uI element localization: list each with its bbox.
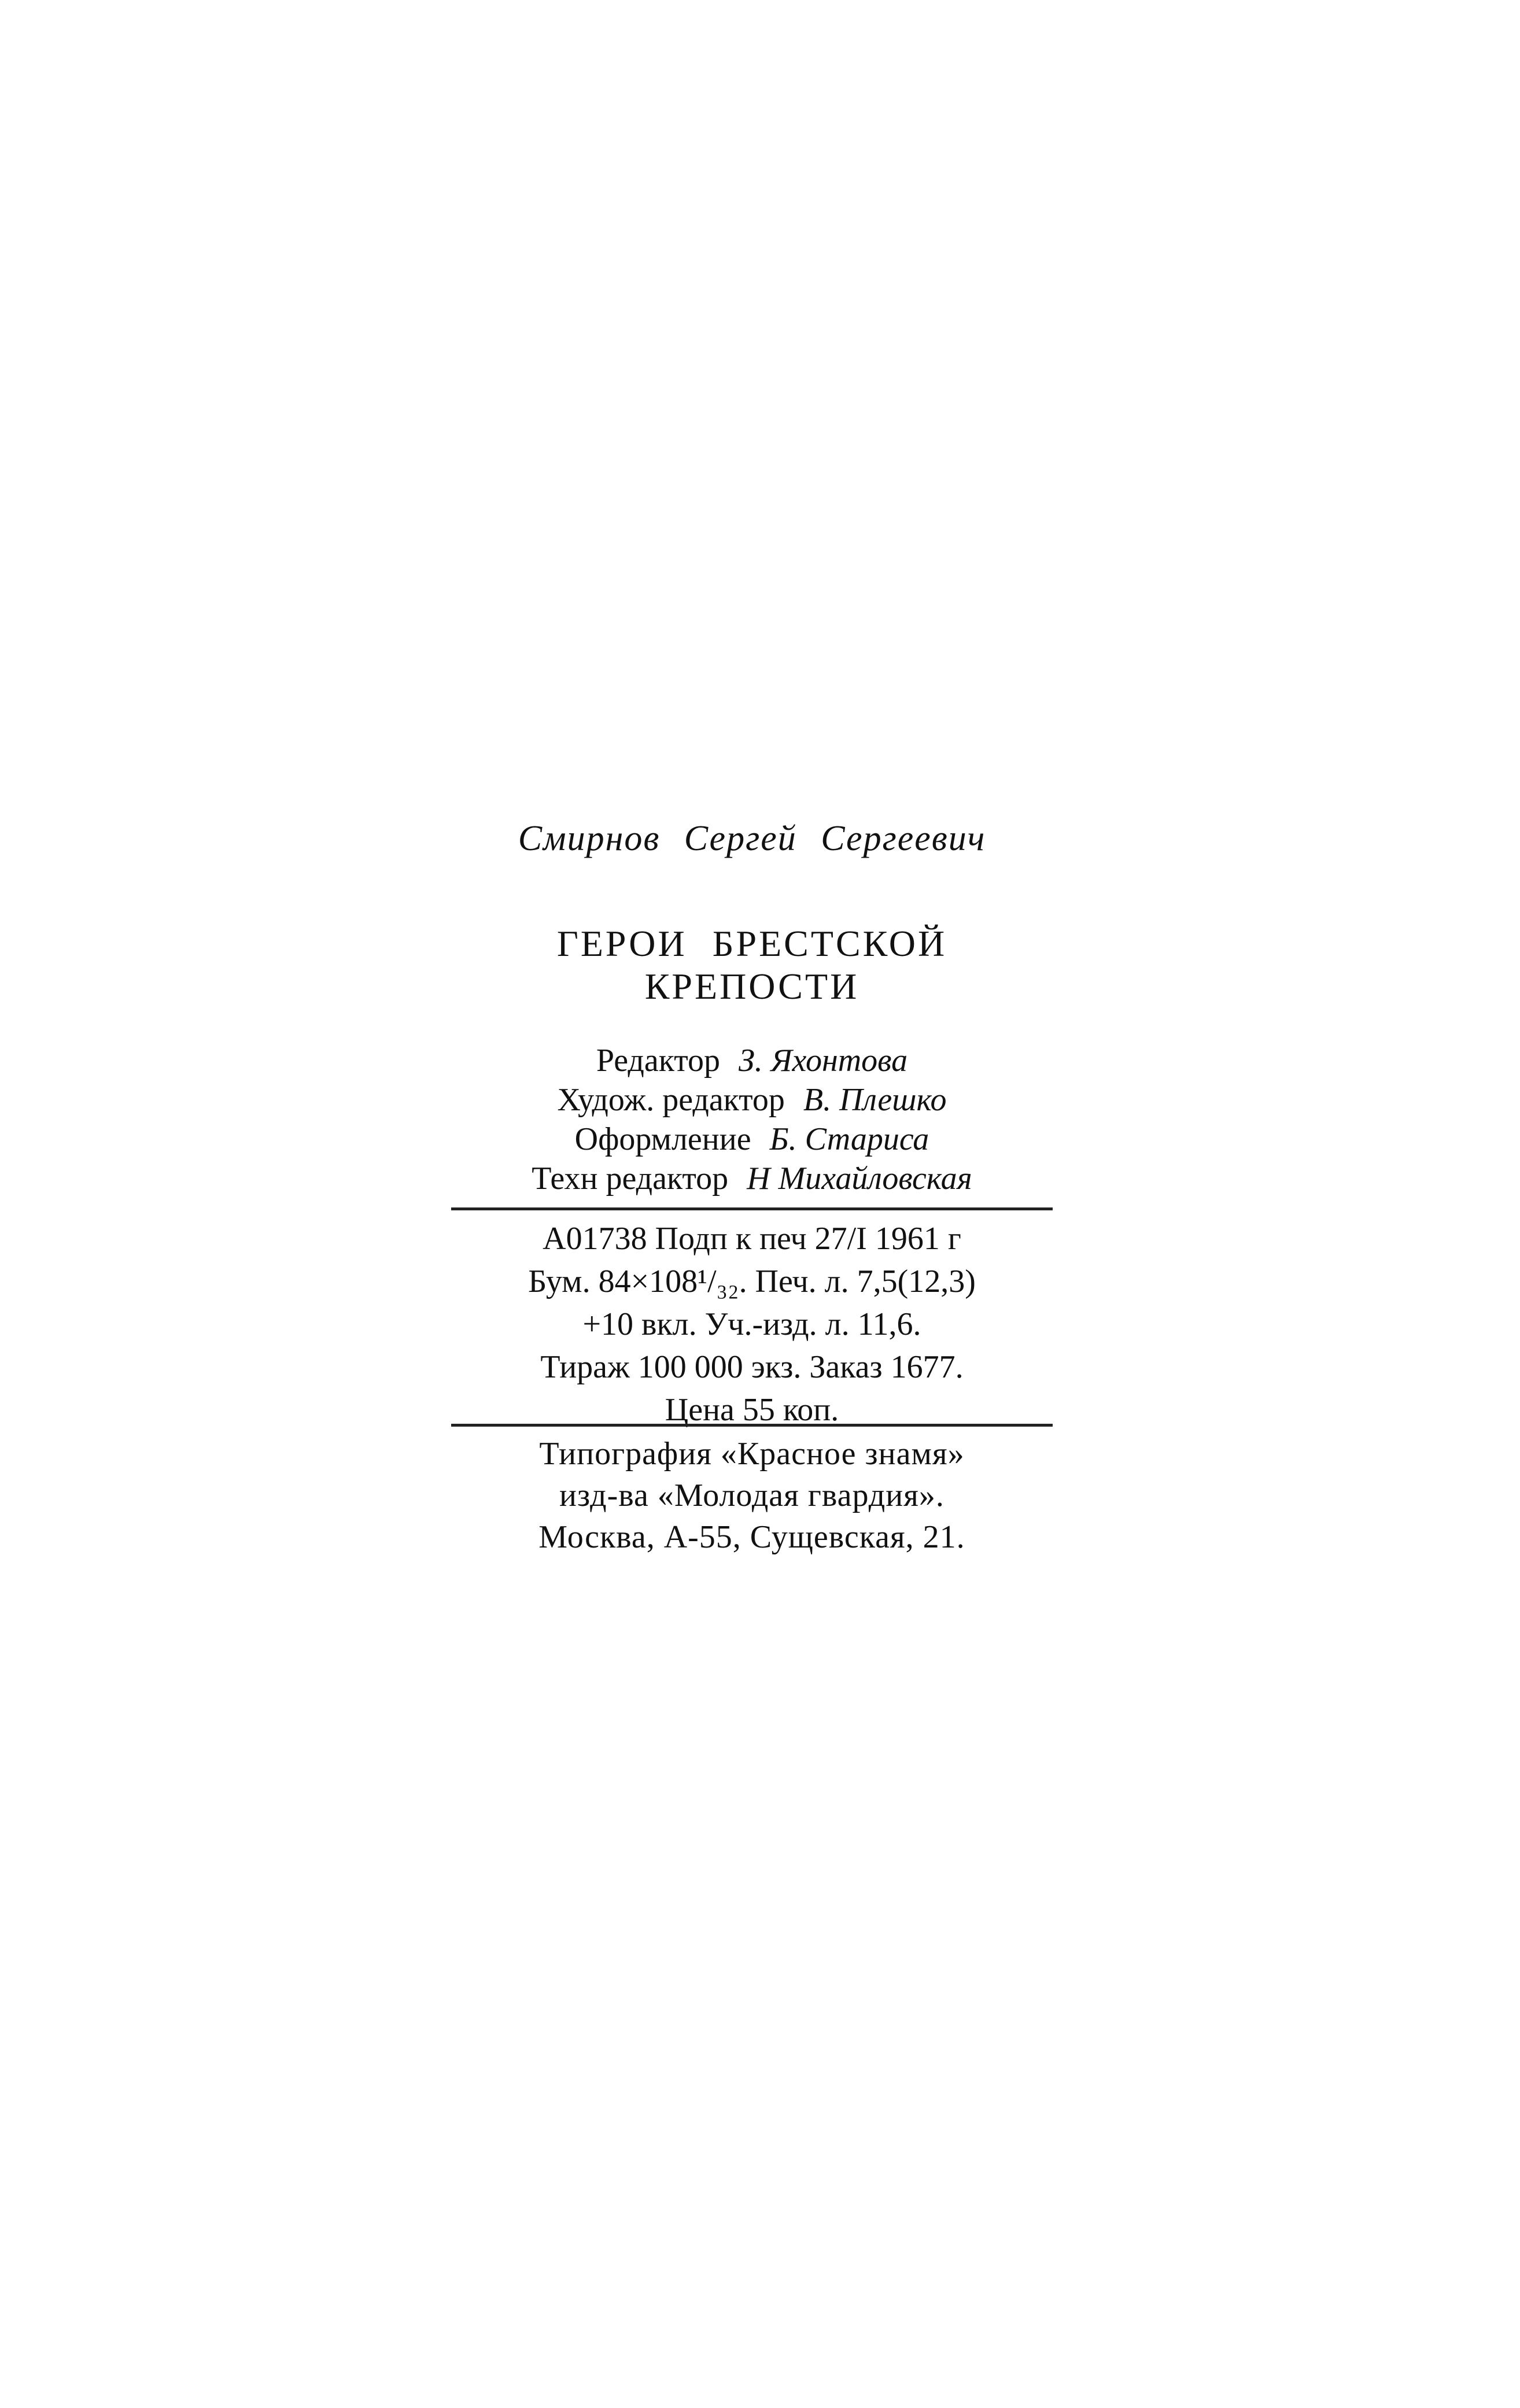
credit-editor bbox=[451, 1041, 1053, 1080]
imprint-line: Цена 55 коп. bbox=[665, 1392, 839, 1428]
credit-name: З. Яхонтова bbox=[738, 1043, 908, 1079]
imprint-line: А01738 Подп к печ 27/I 1961 г bbox=[543, 1221, 961, 1257]
credit-design bbox=[451, 1120, 1053, 1159]
imprint-line: +10 вкл. Уч.-изд. л. 11,6. bbox=[582, 1306, 921, 1342]
printer-block bbox=[451, 1433, 1053, 1558]
credit-tech-editor bbox=[451, 1159, 1053, 1198]
imprint-line: Бум. 84×108¹/₃₂. Печ. л. 7,5(12,3) bbox=[528, 1264, 976, 1299]
divider-rule bbox=[451, 1424, 1053, 1427]
credit-role: Худож. редактор bbox=[557, 1082, 785, 1118]
printer-line: Москва, А-55, Сущевская, 21. bbox=[538, 1519, 965, 1555]
printer-line: изд-ва «Молодая гвардия». bbox=[559, 1478, 945, 1513]
book-title: ГЕРОИ БРЕСТСКОЙ КРЕПОСТИ bbox=[556, 923, 947, 1007]
credit-role: Оформление bbox=[574, 1121, 751, 1157]
credit-art-editor bbox=[451, 1080, 1053, 1120]
imprint-block bbox=[451, 1217, 1053, 1431]
credit-name: Б. Стариса bbox=[769, 1121, 929, 1157]
credit-role: Редактор bbox=[596, 1043, 720, 1079]
author-name: Смирнов Сергей Сергеевич bbox=[518, 819, 986, 858]
credit-role: Техн редактор bbox=[532, 1161, 729, 1196]
credit-name: В. Плешко bbox=[803, 1082, 947, 1118]
credit-name: Н Михайловская bbox=[747, 1161, 972, 1196]
printer-line: Типография «Красное знамя» bbox=[539, 1436, 965, 1472]
divider-rule bbox=[451, 1207, 1053, 1210]
credits-block bbox=[451, 1041, 1053, 1198]
imprint-line: Тираж 100 000 экз. Заказ 1677. bbox=[540, 1349, 964, 1385]
